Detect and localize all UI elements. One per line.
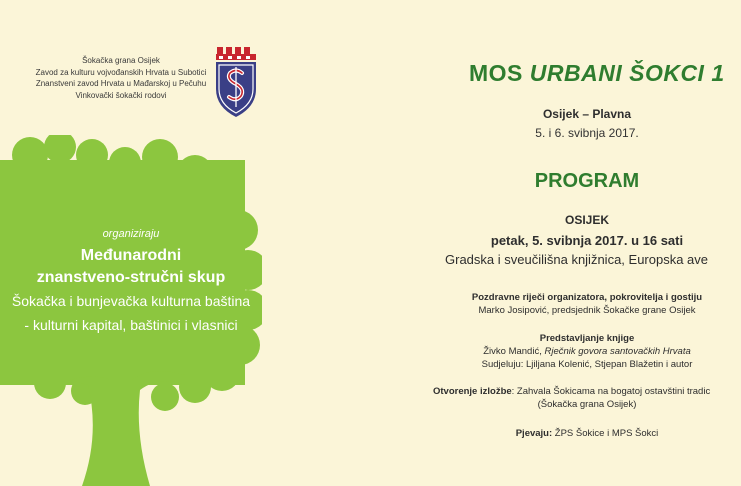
- item-line: [433, 428, 741, 439]
- event-title-line1: Međunarodni: [80, 247, 182, 264]
- organizers-caption: organiziraju: [102, 228, 160, 240]
- event-subtitle-line1: Šokačka i bunjevačka kulturna baština: [11, 293, 251, 309]
- item-text: Sudjeluju: Ljiljana Kolenić, Stjepan Blažetin i autor: [481, 359, 693, 370]
- organizers-list: [8, 55, 234, 101]
- event-subtitle-line2: - kulturni kapital, baštinici i vlasnici: [24, 317, 238, 333]
- event-title-line2: znanstveno-stručni skup: [36, 269, 226, 286]
- item-text: : Zahvala Šokicama na bogatoj ostavštini tradic: [511, 386, 711, 397]
- item-title: Predstavljanje knjige: [539, 333, 635, 344]
- program-heading: PROGRAM: [534, 170, 640, 192]
- title-italic: URBANI ŠOKCI 1: [529, 60, 725, 86]
- page-title: [469, 60, 725, 87]
- organizer-name: Zavod za kulturu vojvođanskih Hrvata u Subotici: [35, 67, 207, 77]
- city-heading: OSIJEK: [564, 213, 609, 227]
- location: Osijek – Plavna: [542, 107, 632, 121]
- program-column: [433, 0, 741, 486]
- organizer-name: Šokačka grana Osijek: [82, 56, 160, 65]
- coat-of-arms-icon: [213, 45, 259, 119]
- organizer-name: Znanstveni zavod Hrvata u Mađarskoj u Pečuhu: [35, 79, 207, 88]
- item-label: Pjevaju:: [515, 428, 553, 439]
- item-text: (Šokačka grana Osijek): [537, 399, 637, 410]
- item-title: Pozdravne riječi organizatora, pokrovitelja i gostiju: [471, 292, 703, 303]
- session-time: petak, 5. svibnja 2017. u 16 sati: [490, 233, 684, 248]
- book-author: Živko Mandić,: [483, 346, 545, 357]
- item-text: ŽPS Šokice i MPS Šokci: [552, 428, 659, 439]
- book-title: Rječnik govora santovačkih Hrvata: [544, 346, 691, 357]
- tree-text-block: [0, 228, 262, 337]
- dates: 5. i 6. svibnja 2017.: [535, 126, 639, 140]
- title-plain: MOS: [469, 60, 530, 86]
- item-text: [433, 346, 741, 357]
- item-text: Marko Josipović, predsjednik Šokačke grane Osijek: [478, 305, 696, 316]
- organizer-name: Vinkovački šokački rodovi: [75, 90, 167, 100]
- venue: Gradska i sveučilišna knjižnica, Europska ave: [445, 252, 709, 267]
- item-label: Otvorenje izložbe: [433, 386, 512, 397]
- item-line: [433, 386, 741, 397]
